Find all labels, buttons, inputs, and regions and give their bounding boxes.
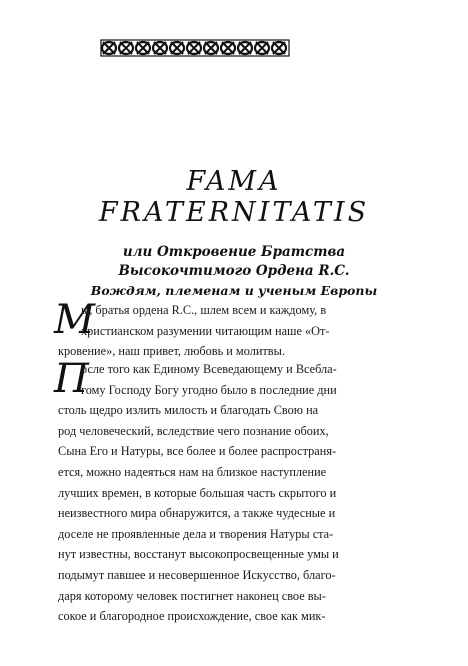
dedication-heading: Вождям, племенам и ученым Европы <box>90 283 378 298</box>
paragraph-line: неизвестного мира обнаружится, а также чудесные и <box>58 506 336 521</box>
subtitle-line-1: или Откровение Братства <box>122 244 346 260</box>
dropcap-paragraph-1: М <box>54 297 95 343</box>
paragraph-2 <box>58 359 341 627</box>
paragraph-line: род человеческий, вследствие чего познание обоих, <box>58 423 329 438</box>
title-line-2: FRATERNITATIS <box>98 197 370 228</box>
paragraph-line: гому Господу Богу угодно было в последние дни <box>81 382 337 397</box>
paragraph-1 <box>58 300 341 362</box>
paragraph-line: подымут павшее и несовершенное Искусство, благо- <box>58 567 336 582</box>
paragraph-line: христианском разумении читающим наше «От- <box>81 323 330 338</box>
paragraph-line: ется, можно надеяться нам на близкое наступление <box>58 464 327 479</box>
title-line-1: FAMA <box>186 166 282 197</box>
celtic-knot-border-ornament-icon <box>100 38 290 58</box>
paragraph-line: лучших времен, в которые большая часть скрытого и <box>58 485 337 500</box>
subtitle-line-2: Высокочтимого Ордена R.C. <box>118 263 350 279</box>
dropcap-paragraph-2: П <box>54 356 89 402</box>
paragraph-line: кровение», наш привет, любовь и молитвы. <box>58 344 285 359</box>
paragraph-line: столь щедро излить милость и благодать Свою на <box>58 403 319 418</box>
paragraph-line: доселе не проявленные дела и творения Натуры ста- <box>58 526 334 541</box>
paragraph-line: нут известны, восстанут высокопросвещенные умы и <box>58 547 339 562</box>
paragraph-line: Сына Его и Натуры, все более и более распространя- <box>58 444 337 459</box>
paragraph-line: сокое и благородное происхождение, свое как мик- <box>58 609 326 624</box>
paragraph-line: даря которому человек постигнет наконец свое вы- <box>58 588 326 603</box>
paragraph-line: ы, братья ордена R.C., шлем всем и каждому, в <box>81 303 327 317</box>
paragraph-line: осле того как Единому Всеведающему и Всебла- <box>81 362 337 376</box>
